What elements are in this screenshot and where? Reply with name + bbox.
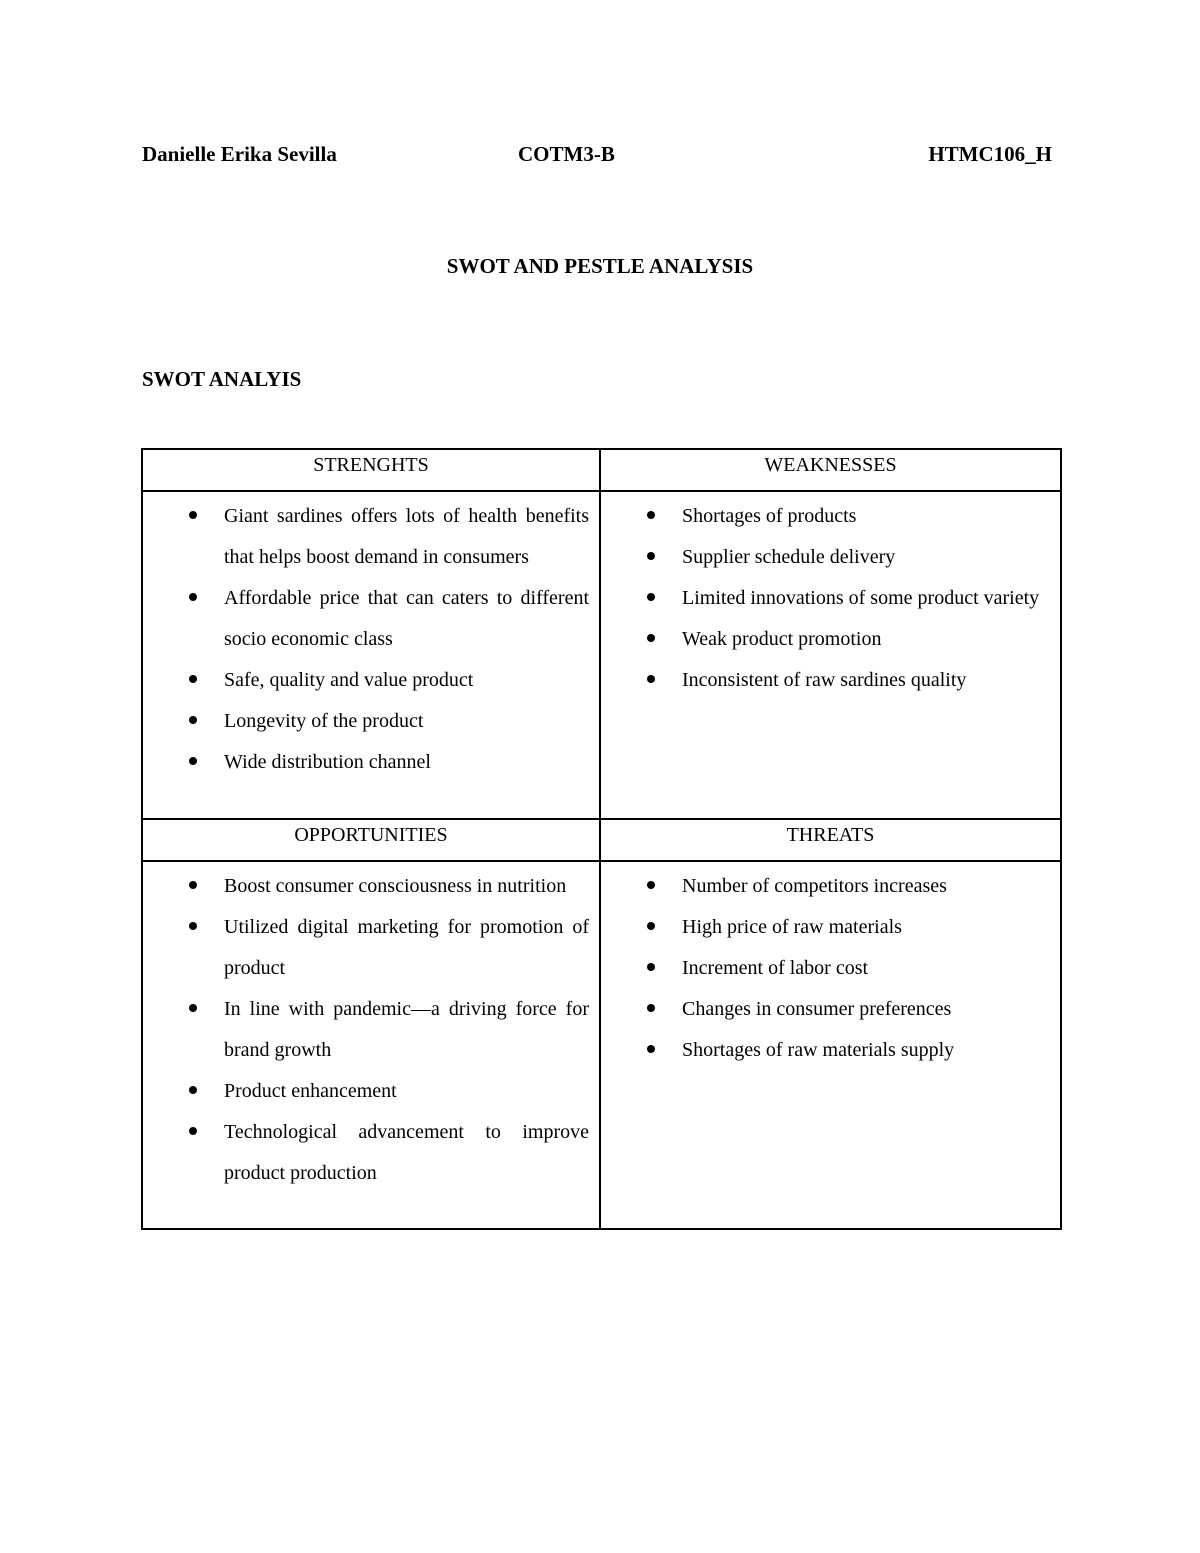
- bullet-icon: [647, 675, 655, 683]
- list-item: [143, 1071, 589, 1112]
- weaknesses-header: WEAKNESSES: [600, 449, 1061, 491]
- threats-list: [601, 862, 1060, 1075]
- list-item: [601, 907, 1050, 948]
- list-item: [601, 948, 1050, 989]
- list-item-text: Inconsistent of raw sardines quality: [682, 669, 967, 691]
- list-item-text: Limited innovations of some product variety: [682, 587, 1040, 609]
- list-item-text: In line with pandemic—a driving force for brand growth: [224, 998, 589, 1061]
- list-item-text: Weak product promotion: [682, 628, 882, 650]
- list-item-text: Technological advancement to improve product production: [224, 1121, 589, 1184]
- list-item-text: Boost consumer consciousness in nutrition: [224, 875, 567, 897]
- list-item: [143, 701, 589, 742]
- list-item-text: Increment of labor cost: [682, 957, 869, 979]
- list-item: [143, 496, 589, 578]
- bullet-icon: [189, 716, 197, 724]
- strengths-header: STRENGHTS: [142, 449, 600, 491]
- list-item-text: Number of competitors increases: [682, 875, 947, 897]
- list-item: [601, 660, 1050, 701]
- list-item: [601, 1030, 1050, 1071]
- weaknesses-list: [601, 492, 1060, 705]
- bullet-icon: [647, 1004, 655, 1012]
- list-item-text: Shortages of raw materials supply: [682, 1039, 955, 1061]
- list-item-text: Wide distribution channel: [224, 751, 431, 773]
- bullet-icon: [647, 593, 655, 601]
- list-item-text: Utilized digital marketing for promotion of product: [224, 916, 589, 979]
- threats-header: THREATS: [600, 819, 1061, 861]
- bullet-icon: [647, 922, 655, 930]
- bullet-icon: [189, 922, 197, 930]
- list-item-text: High price of raw materials: [682, 916, 902, 938]
- list-item-text: Changes in consumer preferences: [682, 998, 952, 1020]
- weaknesses-cell: [600, 491, 1061, 819]
- bullet-icon: [189, 1086, 197, 1094]
- list-item-text: Shortages of products: [682, 505, 857, 527]
- bullet-icon: [189, 1127, 197, 1135]
- opportunities-list: [143, 862, 599, 1198]
- list-item: [143, 742, 589, 783]
- bullet-icon: [189, 1004, 197, 1012]
- swot-section-heading: SWOT ANALYIS: [142, 367, 302, 391]
- course-code: HTMC106_H: [928, 142, 1052, 166]
- bullet-icon: [647, 634, 655, 642]
- list-item: [601, 496, 1050, 537]
- list-item: [143, 866, 589, 907]
- list-item: [143, 578, 589, 660]
- list-item-text: Supplier schedule delivery: [682, 546, 896, 568]
- list-item-text: Safe, quality and value product: [224, 669, 474, 691]
- list-item: [601, 989, 1050, 1030]
- bullet-icon: [647, 552, 655, 560]
- list-item-text: Product enhancement: [224, 1080, 397, 1102]
- list-item-text: Affordable price that can caters to different socio economic class: [224, 587, 589, 650]
- bullet-icon: [189, 881, 197, 889]
- list-item: [143, 907, 589, 989]
- list-item-text: Longevity of the product: [224, 710, 424, 732]
- swot-table: [141, 448, 1062, 1230]
- strengths-list: [143, 492, 599, 787]
- list-item: [601, 537, 1050, 578]
- list-item: [143, 989, 589, 1071]
- bullet-icon: [189, 593, 197, 601]
- list-item: [143, 660, 589, 701]
- threats-cell: [600, 861, 1061, 1229]
- list-item: [601, 619, 1050, 660]
- class-section: COTM3-B: [518, 142, 615, 166]
- opportunities-header: OPPORTUNITIES: [142, 819, 600, 861]
- author-name: Danielle Erika Sevilla: [142, 142, 337, 166]
- bullet-icon: [647, 511, 655, 519]
- document-header: [142, 142, 1052, 172]
- list-item: [601, 578, 1050, 619]
- bullet-icon: [647, 963, 655, 971]
- list-item: [143, 1112, 589, 1194]
- opportunities-cell: [142, 861, 600, 1229]
- list-item: [601, 866, 1050, 907]
- bullet-icon: [189, 675, 197, 683]
- document-title: SWOT AND PESTLE ANALYSIS: [446, 254, 754, 278]
- bullet-icon: [189, 511, 197, 519]
- bullet-icon: [647, 1045, 655, 1053]
- strengths-cell: [142, 491, 600, 819]
- list-item-text: Giant sardines offers lots of health benefits that helps boost demand in consumers: [224, 505, 589, 568]
- bullet-icon: [189, 757, 197, 765]
- bullet-icon: [647, 881, 655, 889]
